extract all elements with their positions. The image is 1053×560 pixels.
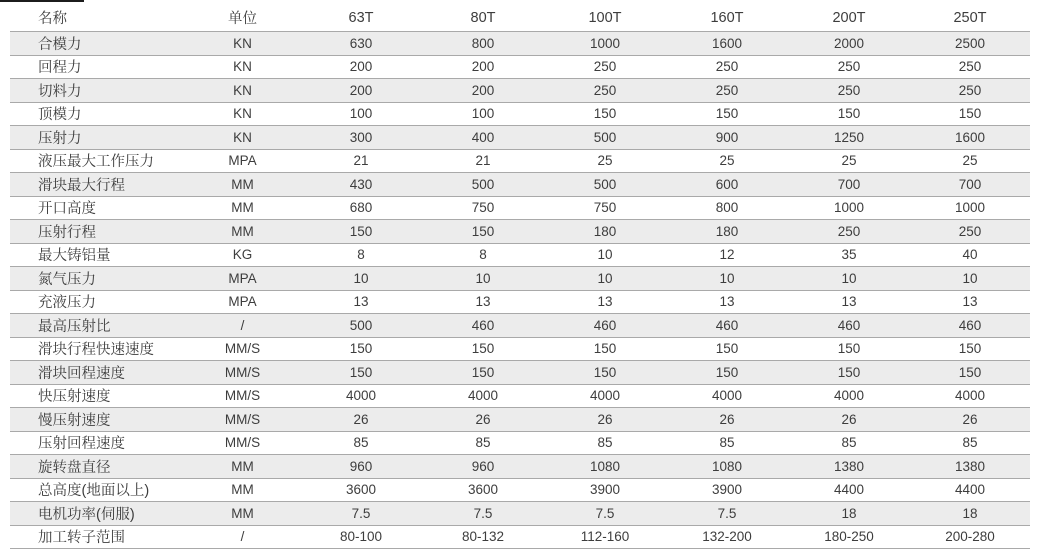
unit-cell: MM [231,505,254,521]
value-cell: 12 [719,247,735,263]
table-row [10,126,1030,150]
value-cell: 150 [958,106,982,122]
machine-spec-table [10,4,1030,549]
table-row [10,384,1030,408]
value-cell: 25 [841,153,857,169]
value-cell: 18 [962,505,978,521]
column-header-model: 100T [588,9,622,26]
unit-cell: MPA [228,270,257,286]
value-cell: 2000 [833,35,865,51]
value-cell: 460 [471,317,495,333]
table-row [10,102,1030,126]
value-cell: 4000 [345,388,377,404]
value-cell: 3600 [345,482,377,498]
table-row [10,55,1030,79]
value-cell: 750 [593,200,617,216]
value-cell: 8 [479,247,487,263]
value-cell: 4000 [467,388,499,404]
value-cell: 26 [841,411,857,427]
value-cell: 250 [593,59,617,75]
value-cell: 3600 [467,482,499,498]
value-cell: 680 [349,200,373,216]
value-cell: 3900 [711,482,743,498]
value-cell: 26 [475,411,491,427]
table-row [10,173,1030,197]
value-cell: 250 [837,82,861,98]
value-cell: 600 [715,176,739,192]
value-cell: 460 [593,317,617,333]
value-cell: 10 [597,270,613,286]
value-cell: 10 [962,270,978,286]
value-cell: 150 [837,364,861,380]
value-cell: 900 [715,129,739,145]
row-label: 液压最大工作压力 [38,154,154,171]
value-cell: 13 [475,294,491,310]
value-cell: 4000 [954,388,986,404]
value-cell: 85 [475,435,491,451]
value-cell: 400 [471,129,495,145]
value-cell: 1380 [954,458,986,474]
value-cell: 1380 [833,458,865,474]
value-cell: 1000 [954,200,986,216]
row-label: 开口高度 [38,201,96,218]
value-cell: 500 [593,176,617,192]
value-cell: 13 [841,294,857,310]
value-cell: 1600 [954,129,986,145]
row-label: 压射力 [38,130,82,147]
column-header-model: 160T [710,9,744,26]
value-cell: 26 [597,411,613,427]
value-cell: 100 [471,106,495,122]
row-label: 充液压力 [38,295,96,312]
row-label: 最大铸铝量 [38,248,111,265]
unit-cell: MM [231,458,254,474]
row-label: 加工转子范围 [38,530,125,547]
table-row [10,314,1030,338]
value-cell: 700 [958,176,982,192]
column-header-model: 80T [470,9,496,26]
unit-cell: KN [233,59,252,75]
row-label: 快压射速度 [38,389,111,406]
unit-cell: / [240,529,245,545]
column-header-unit: 单位 [228,11,257,27]
row-label: 滑块行程快速速度 [38,342,154,359]
value-cell: 200 [349,59,373,75]
unit-cell: MM/S [224,341,261,357]
row-label: 旋转盘直径 [38,459,111,476]
row-label: 慢压射速度 [38,412,111,429]
row-label: 顶模力 [38,107,82,124]
table-row [10,408,1030,432]
table-row [10,220,1030,244]
value-cell: 500 [471,176,495,192]
row-label: 滑块回程速度 [38,365,125,382]
table-row [10,455,1030,479]
value-cell: 7.5 [595,505,615,521]
table-row [10,196,1030,220]
unit-cell: MPA [228,294,257,310]
unit-cell: KN [233,129,252,145]
table-row [10,478,1030,502]
row-label: 氮气压力 [38,271,96,288]
unit-cell: / [240,317,245,333]
value-cell: 250 [593,82,617,98]
value-cell: 13 [962,294,978,310]
table-row [10,502,1030,526]
value-cell: 150 [593,341,617,357]
value-cell: 1600 [711,35,743,51]
value-cell: 7.5 [717,505,737,521]
value-cell: 250 [715,82,739,98]
table-row [10,525,1030,549]
value-cell: 80-132 [461,529,505,545]
value-cell: 250 [837,223,861,239]
value-cell: 180 [593,223,617,239]
value-cell: 800 [715,200,739,216]
value-cell: 21 [475,153,491,169]
value-cell: 80-100 [339,529,383,545]
value-cell: 4000 [711,388,743,404]
value-cell: 460 [837,317,861,333]
value-cell: 150 [471,364,495,380]
row-label: 滑块最大行程 [38,177,125,194]
value-cell: 150 [471,223,495,239]
value-cell: 2500 [954,35,986,51]
value-cell: 132-200 [702,529,752,545]
value-cell: 750 [471,200,495,216]
value-cell: 150 [958,341,982,357]
value-cell: 4400 [833,482,865,498]
table-row [10,79,1030,103]
value-cell: 1080 [711,458,743,474]
value-cell: 150 [349,223,373,239]
value-cell: 150 [715,341,739,357]
value-cell: 630 [349,35,373,51]
value-cell: 25 [962,153,978,169]
value-cell: 1000 [589,35,621,51]
value-cell: 460 [715,317,739,333]
value-cell: 200-280 [945,529,995,545]
table-row [10,267,1030,291]
value-cell: 150 [349,364,373,380]
row-label: 切料力 [38,83,82,100]
row-label: 压射回程速度 [38,436,125,453]
table-body [10,32,1030,549]
column-header-name: 名称 [38,11,67,27]
value-cell: 40 [962,247,978,263]
value-cell: 500 [349,317,373,333]
value-cell: 26 [719,411,735,427]
table-row [10,361,1030,385]
value-cell: 25 [597,153,613,169]
value-cell: 10 [719,270,735,286]
value-cell: 25 [719,153,735,169]
value-cell: 10 [353,270,369,286]
value-cell: 35 [841,247,857,263]
value-cell: 150 [715,364,739,380]
row-label: 最高压射比 [38,318,111,335]
value-cell: 8 [357,247,365,263]
row-label: 总高度(地面以上) [38,483,150,500]
value-cell: 112-160 [580,529,630,545]
unit-cell: KN [233,106,252,122]
value-cell: 26 [962,411,978,427]
row-label: 电机功率(伺服) [38,506,135,523]
value-cell: 10 [597,247,613,263]
value-cell: 150 [593,364,617,380]
value-cell: 150 [471,341,495,357]
value-cell: 13 [719,294,735,310]
value-cell: 960 [349,458,373,474]
unit-cell: KN [233,35,252,51]
value-cell: 150 [715,106,739,122]
value-cell: 100 [349,106,373,122]
column-header-model: 63T [348,9,374,26]
value-cell: 200 [471,82,495,98]
value-cell: 200 [471,59,495,75]
value-cell: 7.5 [473,505,493,521]
value-cell: 10 [841,270,857,286]
value-cell: 18 [841,505,857,521]
column-header-model: 200T [832,9,866,26]
value-cell: 250 [715,59,739,75]
value-cell: 150 [958,364,982,380]
value-cell: 250 [958,59,982,75]
value-cell: 10 [475,270,491,286]
unit-cell: MPA [228,153,257,169]
value-cell: 250 [837,59,861,75]
table-row [10,431,1030,455]
unit-cell: MM/S [224,435,261,451]
unit-cell: MM/S [224,364,261,380]
value-cell: 26 [353,411,369,427]
value-cell: 150 [837,341,861,357]
table-row [10,290,1030,314]
value-cell: 300 [349,129,373,145]
table-row [10,337,1030,361]
unit-cell: MM [231,223,254,239]
value-cell: 7.5 [351,505,371,521]
unit-cell: KN [233,82,252,98]
value-cell: 4000 [833,388,865,404]
value-cell: 250 [958,82,982,98]
value-cell: 700 [837,176,861,192]
value-cell: 85 [597,435,613,451]
value-cell: 180-250 [824,529,874,545]
value-cell: 150 [349,341,373,357]
row-label: 压射行程 [38,224,96,241]
value-cell: 3900 [589,482,621,498]
value-cell: 1000 [833,200,865,216]
value-cell: 150 [593,106,617,122]
value-cell: 13 [597,294,613,310]
value-cell: 200 [349,82,373,98]
value-cell: 150 [837,106,861,122]
value-cell: 85 [353,435,369,451]
value-cell: 460 [958,317,982,333]
value-cell: 500 [593,129,617,145]
unit-cell: MM [231,200,254,216]
value-cell: 4000 [589,388,621,404]
column-header-model: 250T [953,9,987,26]
value-cell: 85 [719,435,735,451]
value-cell: 1080 [589,458,621,474]
value-cell: 250 [958,223,982,239]
value-cell: 430 [349,176,373,192]
unit-cell: KG [232,247,253,263]
unit-cell: MM [231,176,254,192]
row-label: 合模力 [38,36,82,53]
value-cell: 4400 [954,482,986,498]
header-row [10,4,1030,32]
unit-cell: MM/S [224,411,261,427]
unit-cell: MM [231,482,254,498]
top-left-fragment [0,0,84,2]
table-row [10,149,1030,173]
value-cell: 85 [841,435,857,451]
value-cell: 85 [962,435,978,451]
value-cell: 21 [353,153,369,169]
unit-cell: MM/S [224,388,261,404]
row-label: 回程力 [38,60,82,77]
value-cell: 1250 [833,129,865,145]
value-cell: 13 [353,294,369,310]
table-row [10,32,1030,56]
table-row [10,243,1030,267]
value-cell: 800 [471,35,495,51]
value-cell: 180 [715,223,739,239]
value-cell: 960 [471,458,495,474]
